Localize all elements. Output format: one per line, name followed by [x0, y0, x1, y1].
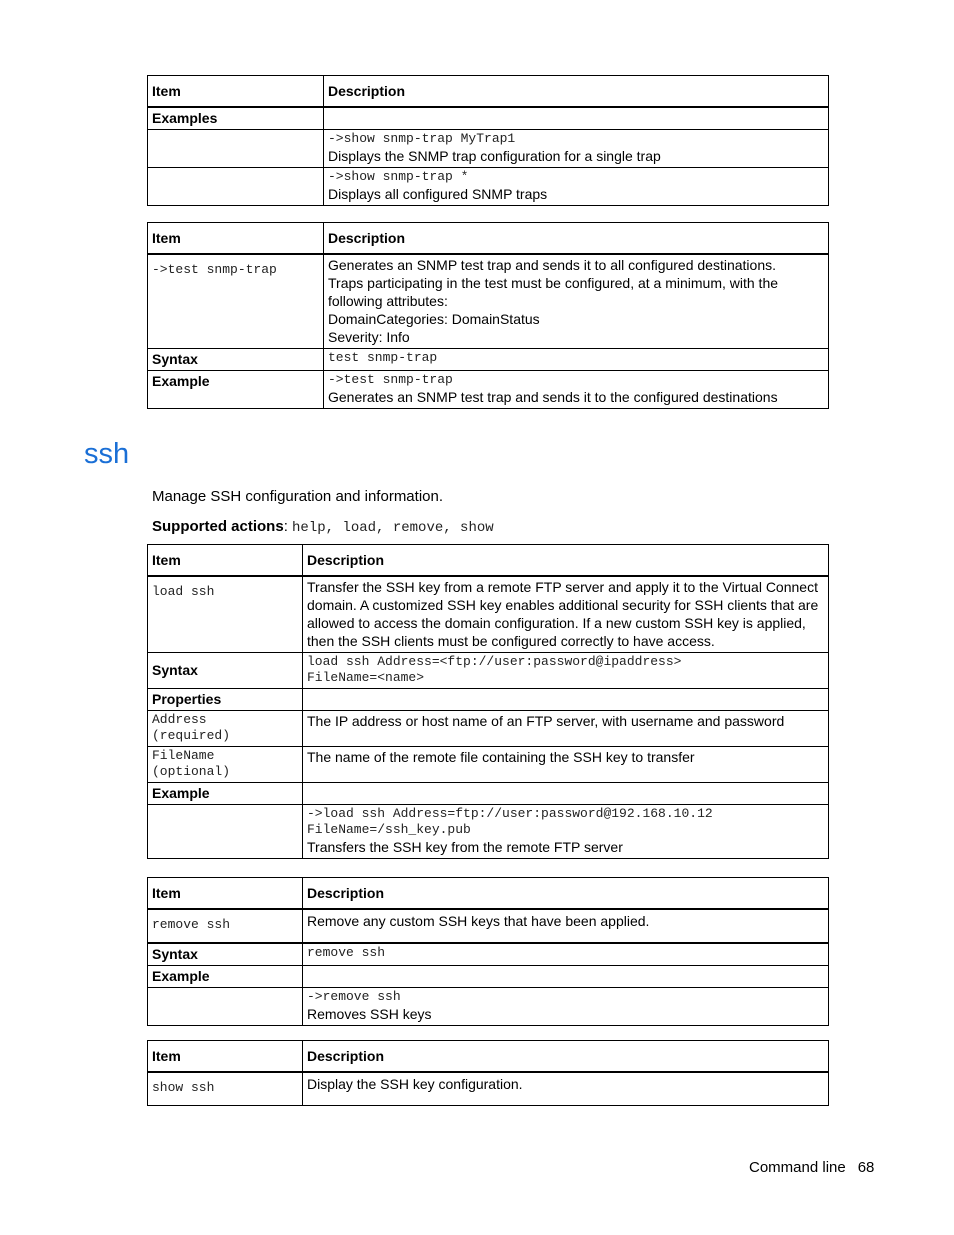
property-description: The name of the remote file containing the SSH key to transfer — [303, 747, 829, 783]
table-row — [148, 943, 829, 966]
item-cell — [148, 576, 303, 653]
remove-ssh-table — [147, 877, 829, 1026]
example-description: Displays the SNMP trap configuration for a single trap — [328, 148, 661, 164]
syntax-cell — [303, 943, 829, 966]
example-command-line: FileName=/ssh_key.pub — [307, 822, 471, 837]
table-row — [148, 349, 829, 371]
example-description: Transfers the SSH key from the remote FTP server — [307, 839, 623, 855]
table-row — [148, 747, 829, 783]
syntax-text: remove ssh — [307, 945, 386, 960]
table-row — [148, 711, 829, 747]
table-header-row — [148, 223, 829, 255]
syntax-cell — [324, 349, 829, 371]
page-footer — [749, 1159, 874, 1176]
supported-actions — [152, 518, 494, 536]
example-command-line: ->load ssh Address=ftp://user:password@192.168.10.12 — [307, 806, 713, 821]
description-line: Severity: Info — [328, 329, 410, 345]
example-label: Example — [148, 783, 303, 805]
empty-cell — [324, 107, 829, 130]
example-command: ->show snmp-trap MyTrap1 — [328, 131, 516, 146]
empty-cell — [148, 988, 303, 1026]
table-header-row — [148, 76, 829, 108]
syntax-label: Syntax — [148, 653, 303, 689]
show-ssh-table — [147, 1040, 829, 1106]
table-row — [148, 576, 829, 653]
table-row — [148, 107, 829, 130]
column-header-item: Item — [148, 223, 324, 255]
show-snmp-trap-examples-table — [147, 75, 829, 206]
syntax-cell — [303, 653, 829, 689]
column-header-description: Description — [303, 545, 829, 577]
example-label: Example — [148, 371, 324, 409]
description-cell: Transfer the SSH key from a remote FTP server and apply it to the Virtual Connect domain. A customized SSH key enables additional security for SSH clients that are allowed to access the domain configuration. If a new custom SSH key is applied, then the SSH clients must be configured correctly to have access. — [303, 576, 829, 653]
example-label: Example — [148, 966, 303, 988]
example-command: ->show snmp-trap * — [328, 169, 469, 184]
properties-label: Properties — [148, 689, 303, 711]
property-name-cell — [148, 747, 303, 783]
empty-cell — [303, 783, 829, 805]
column-header-item: Item — [148, 878, 303, 910]
table-row — [148, 988, 829, 1026]
property-description: The IP address or host name of an FTP server, with username and password — [303, 711, 829, 747]
example-cell — [324, 168, 829, 206]
property-qualifier: (optional) — [152, 764, 231, 779]
empty-cell — [303, 689, 829, 711]
empty-cell — [303, 966, 829, 988]
table-header-row — [148, 545, 829, 577]
table-row — [148, 689, 829, 711]
property-name: Address — [152, 712, 207, 727]
table-row — [148, 805, 829, 859]
item-cell — [148, 254, 324, 349]
example-command: ->remove ssh — [307, 989, 401, 1004]
empty-cell — [148, 805, 303, 859]
description-line: DomainCategories: DomainStatus — [328, 311, 540, 327]
column-header-description: Description — [303, 1041, 829, 1073]
examples-label: Examples — [148, 107, 324, 130]
page-number: 68 — [857, 1159, 875, 1176]
command-name: load ssh — [152, 584, 215, 599]
example-cell — [324, 130, 829, 168]
syntax-line: load ssh Address=<ftp://user:password@ipaddress> — [307, 654, 682, 669]
item-cell — [148, 1072, 303, 1106]
example-command: ->test snmp-trap — [328, 372, 453, 387]
example-cell — [303, 805, 829, 859]
table-row — [148, 909, 829, 943]
column-header-description: Description — [324, 223, 829, 255]
example-description: Displays all configured SNMP traps — [328, 186, 548, 202]
table-row — [148, 371, 829, 409]
syntax-label: Syntax — [148, 943, 303, 966]
column-header-item: Item — [148, 545, 303, 577]
table-row — [148, 653, 829, 689]
example-description: Removes SSH keys — [307, 1006, 432, 1022]
syntax-text: test snmp-trap — [328, 350, 438, 365]
table-row — [148, 783, 829, 805]
section-intro: Manage SSH configuration and information. — [152, 488, 444, 505]
column-header-item: Item — [148, 76, 324, 108]
section-title: ssh — [84, 438, 130, 470]
property-name-cell — [148, 711, 303, 747]
item-cell — [148, 909, 303, 943]
command-name: show ssh — [152, 1080, 215, 1095]
load-ssh-table — [147, 544, 829, 859]
example-cell — [303, 988, 829, 1026]
example-cell — [324, 371, 829, 409]
table-row — [148, 254, 829, 349]
description-cell: Display the SSH key configuration. — [303, 1072, 829, 1106]
table-row — [148, 966, 829, 988]
description-line: Generates an SNMP test trap and sends it to all configured destinations. — [328, 257, 776, 273]
description-cell: Remove any custom SSH keys that have been applied. — [303, 909, 829, 943]
column-header-description: Description — [303, 878, 829, 910]
empty-cell — [148, 168, 324, 206]
command-name: remove ssh — [152, 917, 231, 932]
table-header-row — [148, 878, 829, 910]
syntax-label: Syntax — [148, 349, 324, 371]
description-line: Traps participating in the test must be configured, at a minimum, with the following attributes: — [328, 275, 779, 309]
example-description: Generates an SNMP test trap and sends it to the configured destinations — [328, 389, 778, 405]
table-row — [148, 1072, 829, 1106]
table-row — [148, 168, 829, 206]
supported-actions-list: help, load, remove, show — [292, 520, 494, 536]
empty-cell — [148, 130, 324, 168]
property-name: FileName — [152, 748, 215, 763]
property-qualifier: (required) — [152, 728, 231, 743]
description-cell — [324, 254, 829, 349]
test-snmp-trap-table — [147, 222, 829, 409]
column-header-item: Item — [148, 1041, 303, 1073]
column-header-description: Description — [324, 76, 829, 108]
table-row — [148, 130, 829, 168]
supported-actions-label: Supported actions — [152, 518, 284, 535]
syntax-line: FileName=<name> — [307, 670, 425, 685]
command-name: ->test snmp-trap — [152, 262, 277, 277]
table-header-row — [148, 1041, 829, 1073]
footer-chapter: Command line — [749, 1159, 846, 1176]
supported-actions-separator: : — [283, 518, 293, 535]
